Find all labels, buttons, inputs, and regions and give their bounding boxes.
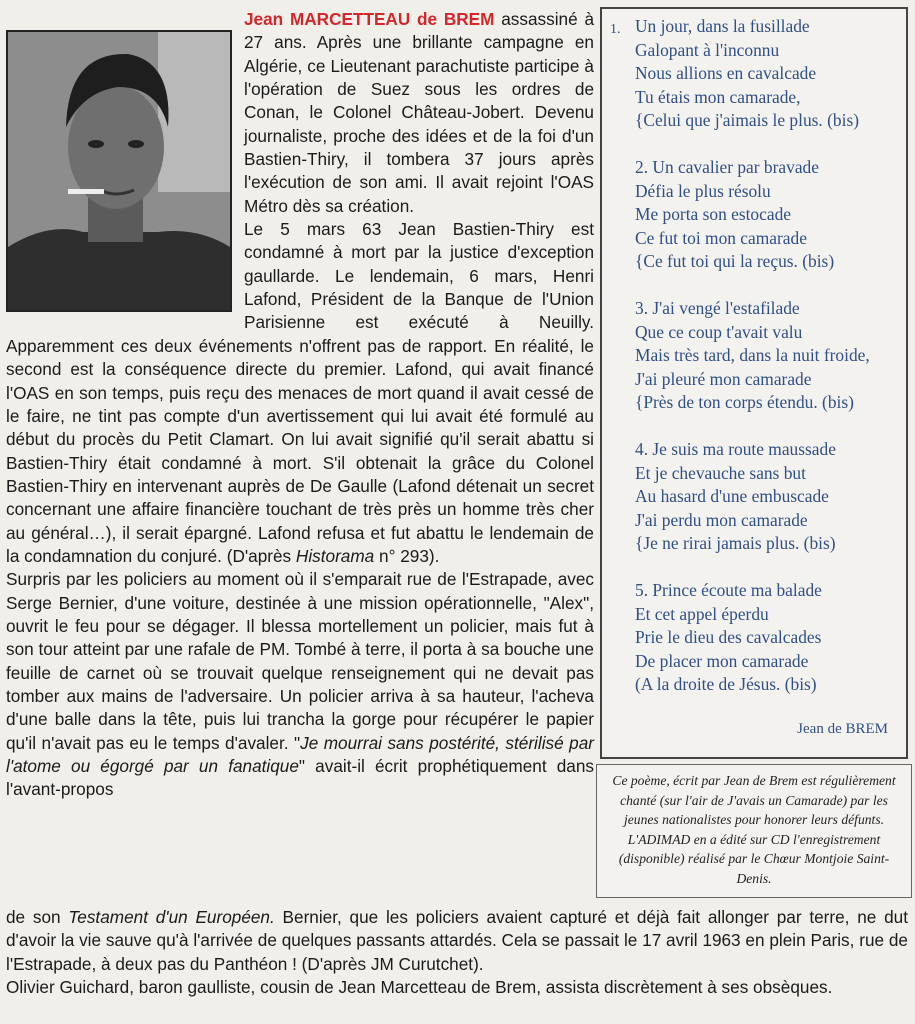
book-title: Testament d'un Européen. bbox=[68, 907, 275, 927]
stanza-5: 5. Prince écoute ma balade Et cet appel éperdu Prie le dieu des cavalcades De placer mon camarade (A la droite de Jésus. (bis) bbox=[635, 580, 822, 694]
death-paragraph: Surpris par les policiers au moment où il s'emparait rue de l'Estrapade, avec Serge Bernier, d'une voiture, destinée à une mission opérationnelle, "Alex", ouvrit le feu pour se dégager. Il blessa mortellement un policier, mais fut à son tour atteint par une rafale de PM. Tombé à terre, il porta à sa bouche une feuille de carnet où se trouvait quelque renseignement qui ne devait pas tomber aux mains de l'adversaire. Un policier arriva à sa hauteur, l'acheva d'une balle dans la tête, puis lui trancha la gorge pour récupérer le papier qu'il n'avait pas eu le temps d'avaler. "Je mourrai sans postérité, stérilisé par l'atome ou égorgé par un fanatique" avait-il écrit prophétiquement dans l'avant-propos bbox=[6, 569, 595, 800]
source-historama: Historama bbox=[295, 545, 375, 566]
article-bottom bbox=[6, 906, 908, 999]
portrait-photo bbox=[6, 30, 232, 312]
subject-name: Jean MARCETTEAU de BREM bbox=[244, 9, 495, 29]
stanza-3: 3. J'ai vengé l'estafilade Que ce coup t'avait valu Mais très tard, dans la nuit froide, J'ai pleuré mon camarade {Près de ton corps étendu. (bis) bbox=[635, 298, 870, 412]
poem-box bbox=[600, 7, 908, 759]
intro-paragraph: Jean MARCETTEAU de BREM assassiné à 27 ans. Après une brillante campagne en Algérie, ce Lieutenant parachutiste participe à l'opération de Suez sous les ordres de Conan, le Colonel Château-Jobert. Devenu journaliste, proche des idées et de la foi d'un Bastien-Thiry, il tombera 37 jours après l'exécution de son ami. Il avait rejoint l'OAS Métro dès sa création. bbox=[6, 8, 594, 218]
guichard-paragraph: Olivier Guichard, baron gaulliste, cousin de Jean Marcetteau de Brem, assista discrètement à ses obsèques. bbox=[6, 977, 833, 998]
stanza-1: Un jour, dans la fusillade Galopant à l'inconnu Nous allions en cavalcade Tu étais mon camarade, {Celui que j'aimais le plus. (bis) bbox=[635, 16, 859, 130]
bernier-paragraph: de son Testament d'un Européen. Bernier, que les policiers avaient capturé et déjà fait allonger par terre, ne dut d'avoir la vie sauve qu'à l'arrivée de quelques passants attardés. Cela se passait le 17 avril 1963 en plein Paris, rue de l'Estrapade, à deux pas du Panthéon ! (D'après JM Curutchet). bbox=[6, 907, 908, 974]
stanza-1-number: 1. bbox=[610, 22, 621, 37]
poem-signature: Jean de BREM bbox=[797, 721, 888, 737]
lafond-paragraph: Le 5 mars 63 Jean Bastien-Thiry est condamné à mort par la justice d'exception gaullarde. Le lendemain, 6 mars, Henri Lafond, Président de la Banque de l'Union Parisienne est exécuté à Neuilly. Apparemment ces deux événements n'offrent pas de rapport. En réalité, le second est la conséquence directe du premier. Lafond, qui avait financé l'OAS en son temps, puis reçu des menaces de mort quand il avait cessé de le faire, ne tint pas compte d'un avertissement qui lui avait été formulé au début du procès du Petit Clamart. On lui avait signifié qu'il serait abattu si Bastien-Thiry était condamné à mort. S'il obtenait la grâce du Colonel Bastien-Thiry en intervenant auprès de De Gaulle (Lafond détenait un secret concernant une affaire financière touchant de très près un homme très cher au général…), il serait épargné. Lafond refusa et fut abattu le lendemain de la condamnation du conjuré. (D'après Historama n° 293). bbox=[6, 219, 594, 566]
testament-quote: Je mourrai sans postérité, stérilisé par l'atome ou égorgé par un fanatique bbox=[6, 732, 594, 776]
poem-caption: Ce poème, écrit par Jean de Brem est régulièrement chanté (sur l'air de J'avais un Camarade) par les jeunes nationalistes pour honorer leurs défunts. L'ADIMAD en a édité sur CD l'enregistrement (disponible) réalisé par le Chœur Montjoie Saint-Denis. bbox=[596, 764, 912, 898]
stanza-4: 4. Je suis ma route maussade Et je chevauche sans but Au hasard d'une embuscade J'ai perdu mon camarade {Je ne rirai jamais plus. (bis) bbox=[635, 439, 836, 553]
article-column bbox=[6, 8, 594, 802]
portrait-figure bbox=[8, 32, 230, 310]
stanza-2: 2. Un cavalier par bravade Défia le plus résolu Me porta son estocade Ce fut toi mon camarade {Ce fut toi qui la reçus. (bis) bbox=[635, 157, 835, 271]
